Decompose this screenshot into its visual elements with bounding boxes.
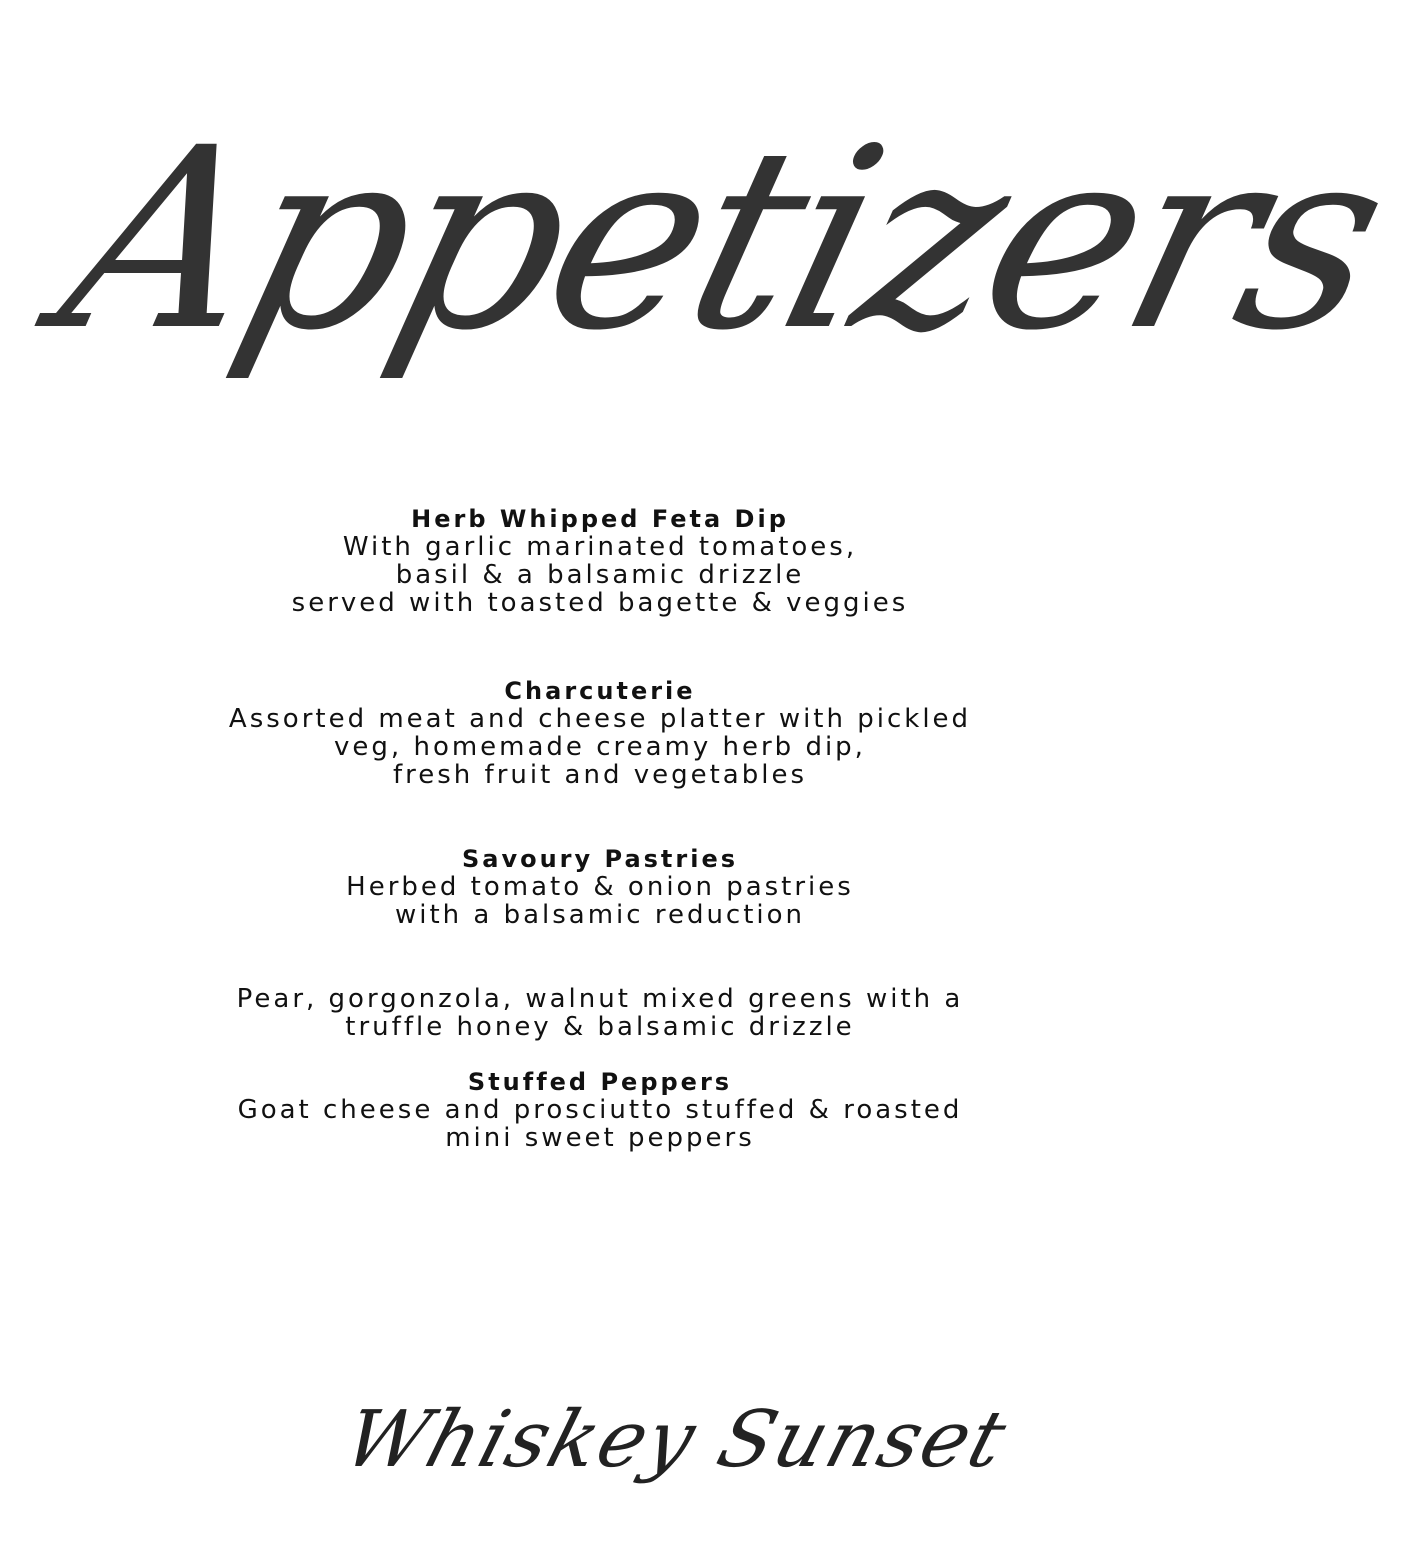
item-name: Herb Whipped Feta Dip bbox=[411, 505, 789, 533]
item-name: Charcuterie bbox=[504, 677, 696, 705]
item-description-line: basil & a balsamic drizzle bbox=[395, 560, 805, 590]
menu-item-stuffed-peppers bbox=[0, 1068, 1200, 1152]
item-description-line: veg, homemade creamy herb dip, bbox=[334, 732, 866, 762]
item-description-line: With garlic marinated tomatoes, bbox=[342, 532, 858, 562]
menu-item-charcuterie bbox=[0, 677, 1200, 789]
menu-item-salad bbox=[0, 985, 1200, 1041]
menu-title: Appetizers bbox=[38, 94, 1408, 385]
item-description-line: Assorted meat and cheese platter with pickled bbox=[228, 704, 972, 734]
item-description-line: Herbed tomato & onion pastries bbox=[346, 872, 854, 902]
item-description-line: served with toasted bagette & veggies bbox=[291, 588, 909, 618]
item-name: Savoury Pastries bbox=[461, 845, 739, 873]
item-description-line: Goat cheese and prosciutto stuffed & roasted bbox=[237, 1095, 963, 1125]
item-description-line: with a balsamic reduction bbox=[394, 900, 806, 930]
item-description-line: truffle honey & balsamic drizzle bbox=[345, 1012, 855, 1042]
menu-item-feta-dip bbox=[0, 505, 1200, 617]
item-description-line: Pear, gorgonzola, walnut mixed greens with a bbox=[236, 984, 964, 1014]
restaurant-signature: Whiskey Sunset bbox=[334, 1395, 1018, 1485]
menu-item-savoury-pastries bbox=[0, 845, 1200, 929]
item-description-line: mini sweet peppers bbox=[445, 1123, 755, 1153]
item-description-line: fresh fruit and vegetables bbox=[392, 760, 808, 790]
item-name: Stuffed Peppers bbox=[467, 1068, 733, 1096]
